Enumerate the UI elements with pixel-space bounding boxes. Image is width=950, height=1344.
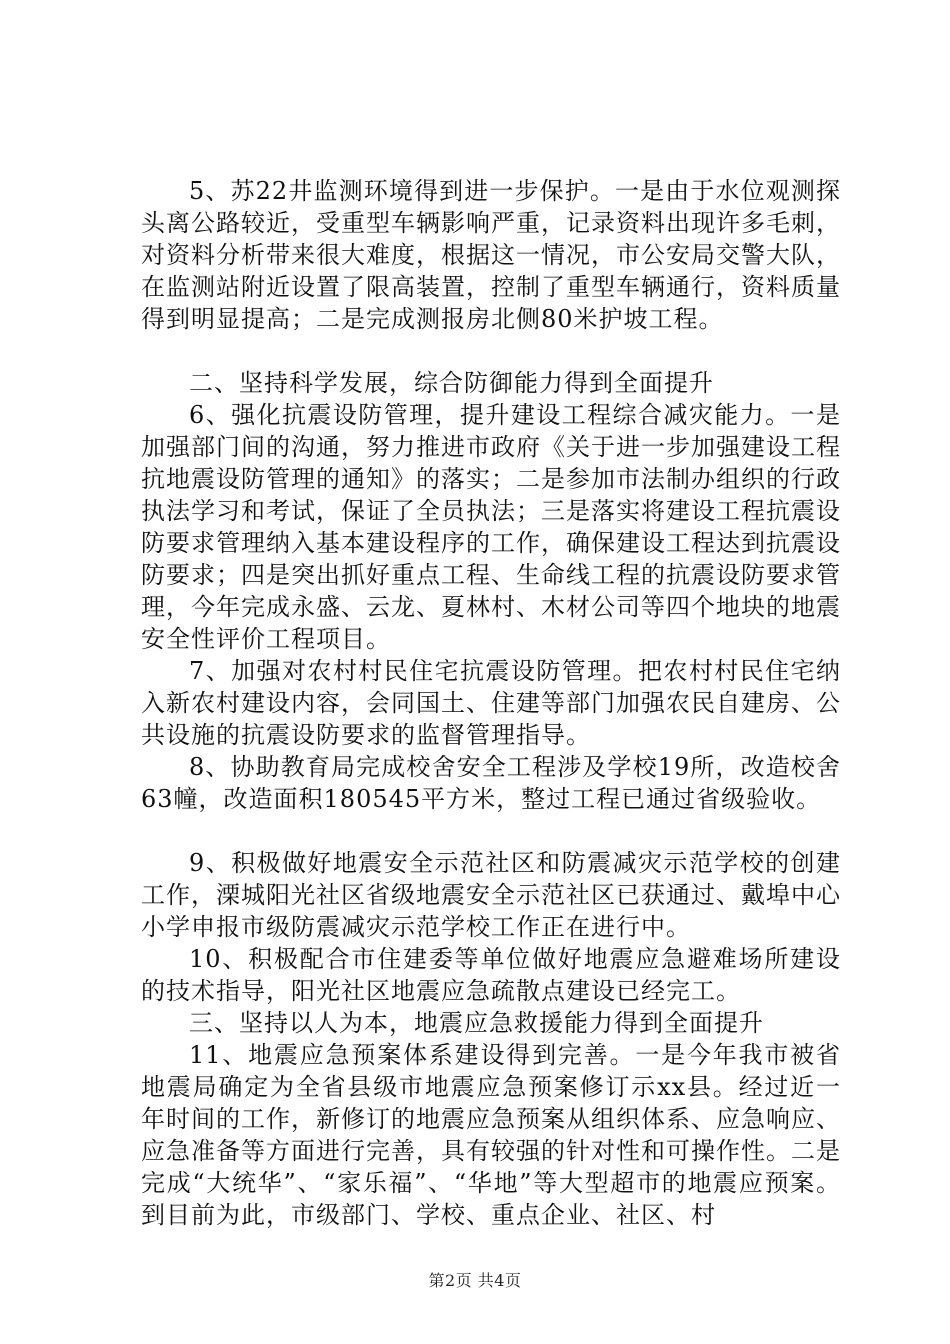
paragraph-item-7: 7、加强对农村村民住宅抗震设防管理。把农村村民住宅纳入新农村建设内容，会同国土、住建等部门加强农民自建房、公共设施的抗震设防要求的监督管理指导。 (141, 657, 841, 749)
paragraph-item-8: 8、协助教育局完成校舍安全工程涉及学校19所，改造校舍63幢，改造面积180545平方米，整过工程已通过省级验收。 (141, 753, 841, 813)
paragraph-item-9: 9、积极做好地震安全示范社区和防震减灾示范学校的创建工作，溧城阳光社区省级地震安全示范社区已获通过、戴埠中心小学申报市级防震减灾示范学校工作正在进行中。 (141, 849, 841, 941)
paragraph-item-6: 6、强化抗震设防管理，提升建设工程综合减灾能力。一是加强部门间的沟通，努力推进市政府《关于进一步加强建设工程抗地震设防管理的通知》的落实；二是参加市法制办组织的行政执法学习和考试，保证了全员执法；三是落实将建设工程抗震设防要求管理纳入基本建设程序的工作，确保建设工程达到抗震设防要求；四是突出抓好重点工程、生命线工程的抗震设防要求管理，今年完成永盛、云龙、夏林村、木材公司等四个地块的地震安全性评价工程项目。 (141, 401, 841, 653)
page-number-footer: 第2页 共4页 (428, 1271, 522, 1290)
paragraph-item-5: 5、苏22井监测环境得到进一步保护。一是由于水位观测探头离公路较近，受重型车辆影响严重，记录资料出现许多毛刺，对资料分析带来很大难度，根据这一情况，市公安局交警大队，在监测站附近设置了限高装置，控制了重型车辆通行，资料质量得到明显提高；二是完成测报房北侧80米护坡工程。 (141, 177, 841, 333)
paragraph-item-10: 10、积极配合市住建委等单位做好地震应急避难场所建设的技术指导，阳光社区地震应急疏散点建设已经完工。 (141, 945, 841, 1005)
paragraph-item-11: 11、地震应急预案体系建设得到完善。一是今年我市被省地震局确定为全省县级市地震应急预案修订示xx县。经过近一年时间的工作，新修订的地震应急预案从组织体系、应急响应、应急准备等方面进行完善，具有较强的针对性和可操作性。二是完成“大统华”、“家乐福”、“华地”等大型超市的地震应预案。到目前为此，市级部门、学校、重点企业、社区、村 (141, 1041, 841, 1229)
section-heading-2: 二、坚持科学发展，综合防御能力得到全面提升 (189, 369, 714, 397)
document-body (141, 175, 841, 1231)
section-heading-3: 三、坚持以人为本，地震应急救援能力得到全面提升 (189, 1009, 764, 1037)
